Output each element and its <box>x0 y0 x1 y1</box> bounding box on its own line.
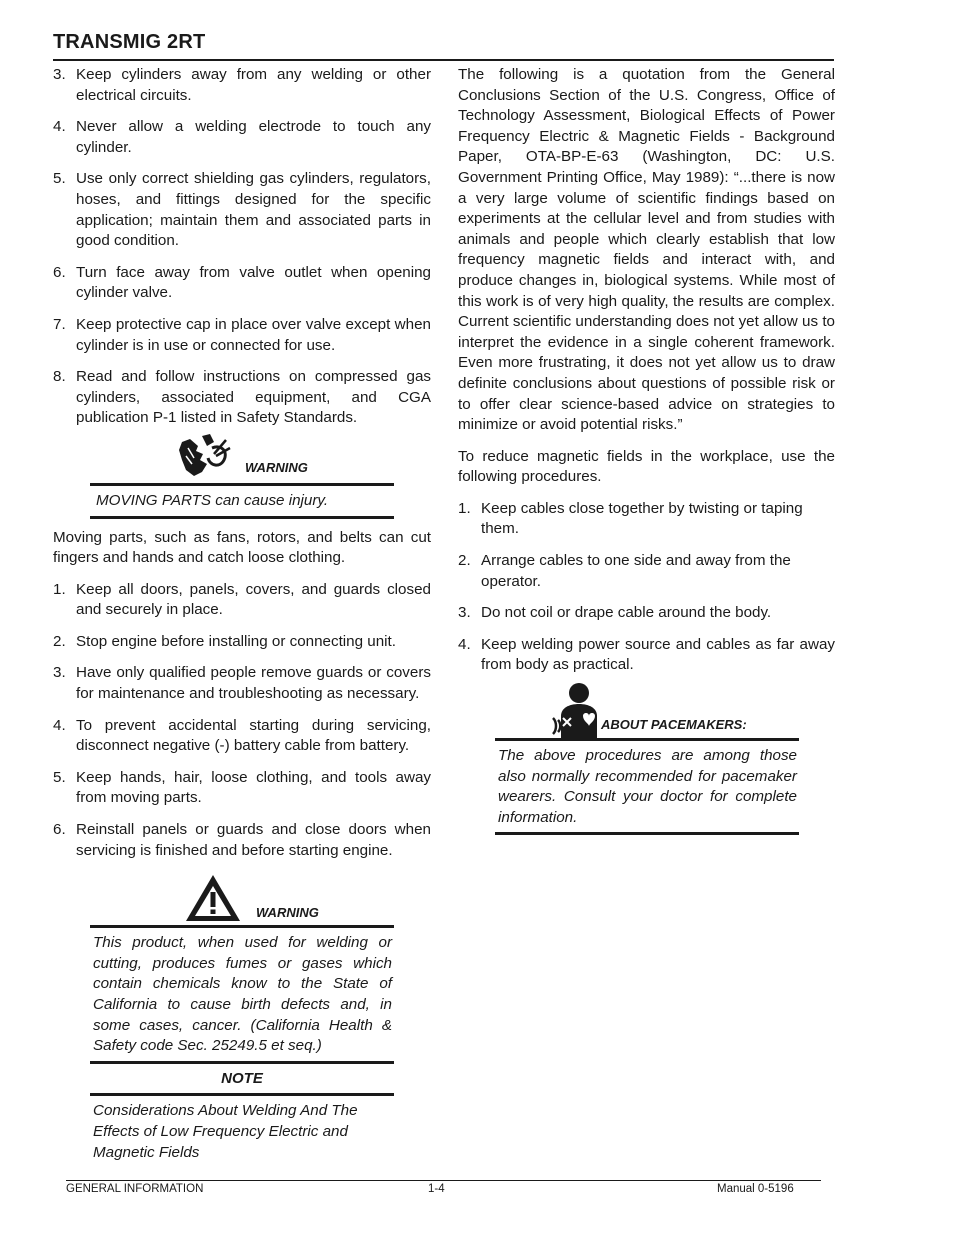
list-item: 7. Keep protective cap in place over valve except when cylinder is in use or connected for use. <box>53 315 431 354</box>
pacemaker-callout <box>495 682 799 835</box>
pacemaker-person-icon <box>551 682 599 738</box>
list-item: 3. Have only qualified people remove guards or covers for maintenance and troubleshooting as necessary. <box>53 664 431 703</box>
list-item: 5. Use only correct shielding gas cylinders, regulators, hoses, and fittings designed for the specific application; maintain them and associated parts in good condition. <box>53 170 431 250</box>
manual-number: Manual 0-5196 <box>717 1183 794 1195</box>
page-number: 1-4 <box>428 1183 445 1195</box>
list-item: 4. Keep welding power source and cables as far away from body as practical. <box>458 635 835 674</box>
list-item: 6. Turn face away from valve outlet when opening cylinder valve. <box>53 263 431 302</box>
list-item: 2. Arrange cables to one side and away from the operator. <box>458 552 791 590</box>
warning-text: This product, when used for welding or cutting, produces fumes or gases which contain chemicals know to the State of California to cause birth defects and, in some cases, cancer. (California Health & Safety code Sec. 25249.5 et seq.) <box>93 934 392 1055</box>
list-item: 8. Read and follow instructions on compressed gas cylinders, associated equipment, and CGA publication P-1 listed in Safety Standards. <box>53 368 431 427</box>
footer-rule <box>66 1180 821 1181</box>
list-item: 1. Keep all doors, panels, covers, and guards closed and securely in place. <box>53 580 431 619</box>
page-title: TRANSMIG 2RT <box>53 31 206 53</box>
header-rule <box>53 59 834 61</box>
exclamation-triangle-icon <box>184 873 242 923</box>
left-column <box>53 65 431 1167</box>
list-item: 4. To prevent accidental starting during servicing, disconnect negative (-) battery cable from battery. <box>53 716 431 755</box>
pacemaker-text: The above procedures are among those also normally recommended for pacemaker wearers. Consult your doctor for complete information. <box>498 747 797 826</box>
reduce-fields-intro: To reduce magnetic fields in the workplace, use the following procedures. <box>458 447 835 486</box>
moving-parts-intro: Moving parts, such as fans, rotors, and belts can cut fingers and hands and catch loose clothing. <box>53 528 431 567</box>
warning-label: WARNING <box>256 904 319 920</box>
cylinder-list <box>53 65 431 429</box>
list-item: 3. Keep cylinders away from any welding or other electrical circuits. <box>53 66 431 104</box>
list-item: 2. Stop engine before installing or connecting unit. <box>53 632 396 650</box>
list-item: 3. Do not coil or drape cable around the body. <box>458 604 772 622</box>
note-text: Considerations About Welding And The Effects of Low Frequency Electric and Magnetic Fields <box>93 1102 358 1161</box>
reduce-fields-list <box>458 499 835 676</box>
note-label: NOTE <box>221 1069 263 1087</box>
list-item: 6. Reinstall panels or guards and close doors when servicing is finished and before starting engine. <box>53 821 431 859</box>
list-item: 5. Keep hands, hair, loose clothing, and tools away from moving parts. <box>53 768 431 807</box>
quotation-paragraph: The following is a quotation from the General Conclusions Section of the U.S. Congress, Office of Technology Assessment, Biological Effects of Power Frequency Electric & Magnetic Fields - Background Paper, OTA-BP-E-63 (Washington, DC: U.S. Government Printing Office, May 1989): “...there is now a very large volume of scientific findings based on experiments at the cellular level and from studies with animals and people which clearly establish that low frequency magnetic fields and interact with, and produce changes in, biological systems. While most of this work is of very high quality, the results are complex. Current scientific understanding does not yet allow us to interpret the evidence in a single coherent framework. Even more frustrating, it does not yet allow us to draw definite conclusions about questions of possible risk or to offer clear science-based advice on strategies to minimize or avoid potential risks.” <box>458 66 835 434</box>
list-item: 4. Never allow a welding electrode to touch any cylinder. <box>53 118 431 156</box>
moving-parts-warning <box>90 435 394 519</box>
california-warning <box>90 873 394 1167</box>
footer-section: GENERAL INFORMATION <box>66 1183 204 1195</box>
moving-parts-hand-icon <box>176 432 232 482</box>
moving-parts-list <box>53 580 431 862</box>
pacemaker-bar-bottom <box>495 832 799 835</box>
warning-bar-bottom <box>90 516 394 519</box>
warning-text: MOVING PARTS can cause injury. <box>96 491 329 509</box>
warning-label: WARNING <box>245 460 308 476</box>
list-item: 1. Keep cables close together by twisting or taping them. <box>458 499 803 538</box>
right-column <box>458 65 835 835</box>
pacemaker-label: ABOUT PACEMAKERS: <box>601 717 747 733</box>
